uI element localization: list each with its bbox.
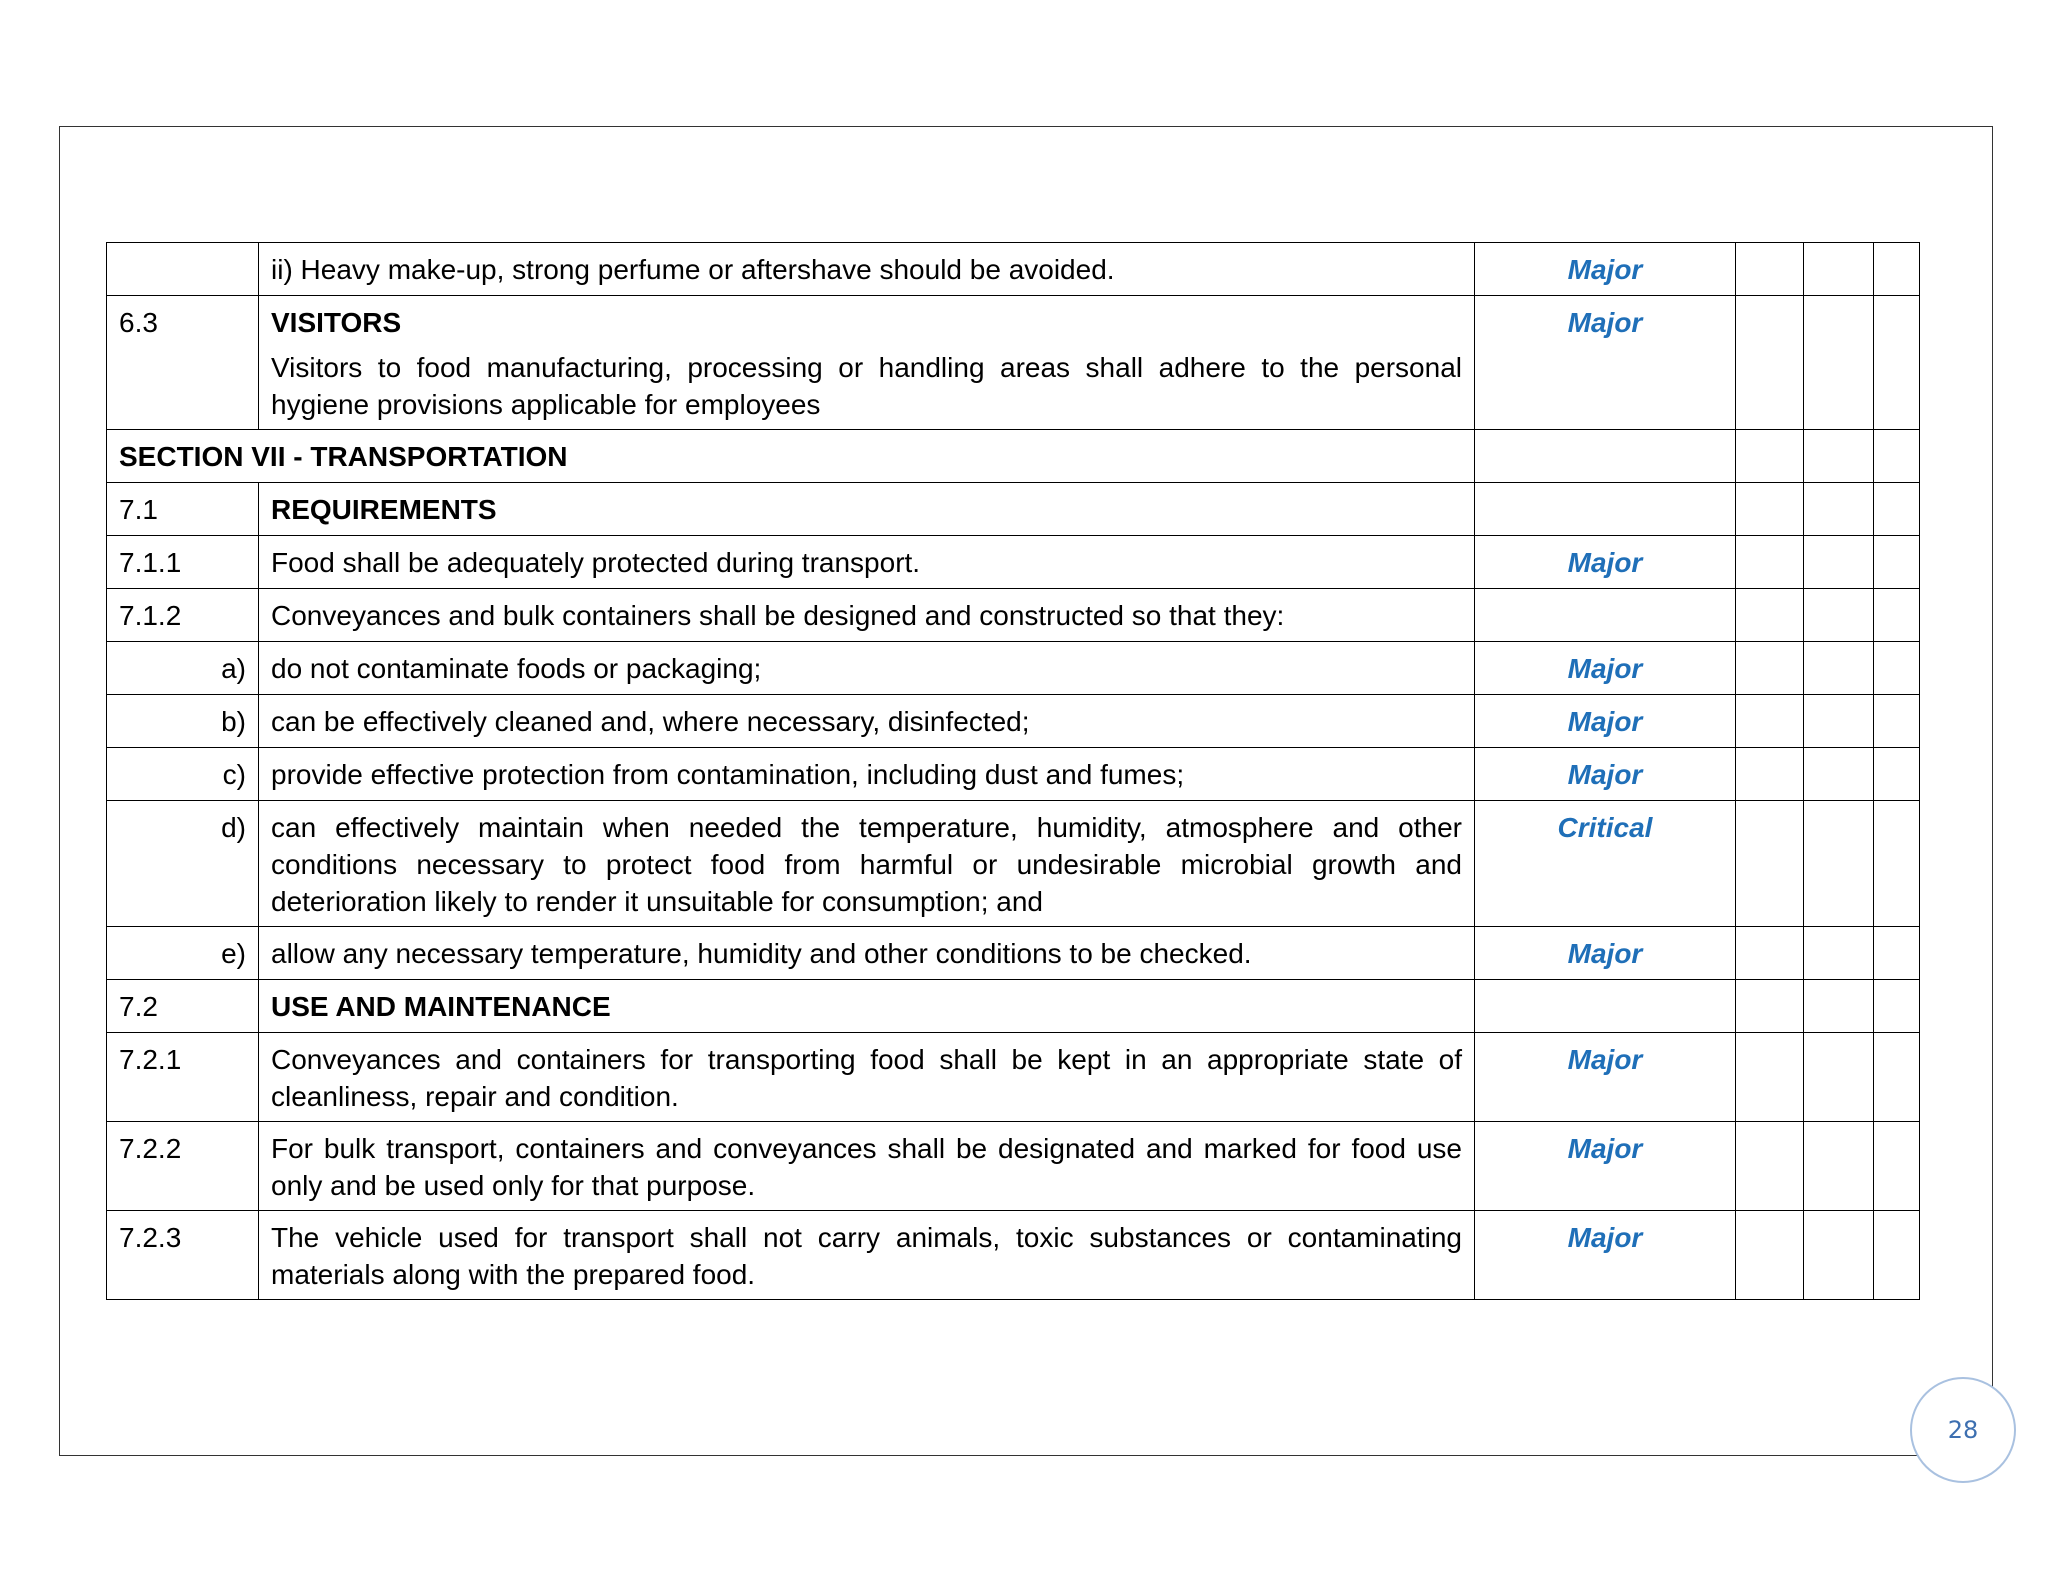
checkbox-cell[interactable] bbox=[1874, 695, 1920, 748]
item-number-cell: 7.1 bbox=[107, 483, 259, 536]
severity-rating: Major bbox=[1475, 243, 1736, 296]
page-number: 28 bbox=[1947, 1416, 1979, 1444]
checkbox-cell[interactable] bbox=[1736, 430, 1804, 483]
table-row bbox=[107, 748, 1920, 801]
checkbox-cell[interactable] bbox=[1804, 296, 1874, 430]
table-row bbox=[107, 801, 1920, 927]
table-row bbox=[107, 430, 1920, 483]
checkbox-cell[interactable] bbox=[1874, 430, 1920, 483]
severity-rating: Major bbox=[1475, 642, 1736, 695]
sub-item-letter: d) bbox=[107, 801, 259, 927]
severity-rating: Major bbox=[1475, 695, 1736, 748]
requirement-text: Food shall be adequately protected during transport. bbox=[259, 536, 1475, 589]
severity-rating: Major bbox=[1475, 536, 1736, 589]
severity-rating: Major bbox=[1475, 1122, 1736, 1211]
sub-item-letter: a) bbox=[107, 642, 259, 695]
table-row bbox=[107, 1033, 1920, 1122]
checkbox-cell[interactable] bbox=[1874, 296, 1920, 430]
checkbox-cell[interactable] bbox=[1874, 1211, 1920, 1300]
checkbox-cell[interactable] bbox=[1874, 927, 1920, 980]
checkbox-cell[interactable] bbox=[1736, 642, 1804, 695]
checkbox-cell[interactable] bbox=[1874, 980, 1920, 1033]
checkbox-cell[interactable] bbox=[1736, 243, 1804, 296]
checkbox-cell[interactable] bbox=[1736, 927, 1804, 980]
item-number-cell: 7.1.1 bbox=[107, 536, 259, 589]
item-number-cell: 6.3 bbox=[107, 296, 259, 430]
sub-item-letter: b) bbox=[107, 695, 259, 748]
checkbox-cell[interactable] bbox=[1874, 536, 1920, 589]
requirement-text: Conveyances and bulk containers shall be designed and constructed so that they: bbox=[259, 589, 1475, 642]
subsection-heading: USE AND MAINTENANCE bbox=[259, 980, 1475, 1033]
checkbox-cell[interactable] bbox=[1804, 243, 1874, 296]
checkbox-cell[interactable] bbox=[1874, 243, 1920, 296]
subsection-heading: REQUIREMENTS bbox=[259, 483, 1475, 536]
checkbox-cell[interactable] bbox=[1874, 801, 1920, 927]
table-row bbox=[107, 642, 1920, 695]
requirement-cell bbox=[259, 296, 1475, 430]
requirement-text: Conveyances and containers for transporting food shall be kept in an appropriate state of cleanliness, repair and condition. bbox=[259, 1033, 1475, 1122]
table-row bbox=[107, 980, 1920, 1033]
item-number-cell: 7.2 bbox=[107, 980, 259, 1033]
sub-item-letter: c) bbox=[107, 748, 259, 801]
item-number-cell: 7.1.2 bbox=[107, 589, 259, 642]
checkbox-cell[interactable] bbox=[1736, 980, 1804, 1033]
severity-rating: Critical bbox=[1475, 801, 1736, 927]
item-number-cell: 7.2.3 bbox=[107, 1211, 259, 1300]
item-number-cell: 7.2.1 bbox=[107, 1033, 259, 1122]
table-row bbox=[107, 483, 1920, 536]
checkbox-cell[interactable] bbox=[1736, 483, 1804, 536]
checkbox-cell[interactable] bbox=[1804, 980, 1874, 1033]
checkbox-cell[interactable] bbox=[1736, 296, 1804, 430]
sub-item-letter: e) bbox=[107, 927, 259, 980]
checkbox-cell[interactable] bbox=[1804, 483, 1874, 536]
checkbox-cell[interactable] bbox=[1736, 1033, 1804, 1122]
checkbox-cell[interactable] bbox=[1736, 1211, 1804, 1300]
checkbox-cell[interactable] bbox=[1804, 430, 1874, 483]
checkbox-cell[interactable] bbox=[1736, 1122, 1804, 1211]
checkbox-cell[interactable] bbox=[1736, 589, 1804, 642]
checkbox-cell[interactable] bbox=[1804, 1033, 1874, 1122]
checkbox-cell[interactable] bbox=[1736, 536, 1804, 589]
severity-rating: Major bbox=[1475, 296, 1736, 430]
severity-rating bbox=[1475, 483, 1736, 536]
table-row bbox=[107, 536, 1920, 589]
requirement-text: allow any necessary temperature, humidity and other conditions to be checked. bbox=[259, 927, 1475, 980]
checkbox-cell[interactable] bbox=[1874, 483, 1920, 536]
checkbox-cell[interactable] bbox=[1804, 536, 1874, 589]
checkbox-cell[interactable] bbox=[1874, 1122, 1920, 1211]
requirement-text: do not contaminate foods or packaging; bbox=[259, 642, 1475, 695]
severity-rating: Major bbox=[1475, 927, 1736, 980]
severity-rating bbox=[1475, 589, 1736, 642]
table-row bbox=[107, 927, 1920, 980]
table-row bbox=[107, 296, 1920, 430]
requirement-text: can be effectively cleaned and, where necessary, disinfected; bbox=[259, 695, 1475, 748]
section-heading: SECTION VII - TRANSPORTATION bbox=[107, 430, 1475, 483]
checklist-table bbox=[106, 242, 1920, 1300]
checkbox-cell[interactable] bbox=[1874, 589, 1920, 642]
requirement-text: can effectively maintain when needed the temperature, humidity, atmosphere and other conditions necessary to protect food from harmful or undesirable microbial growth and deterioration likely to render it unsuitable for consumption; and bbox=[259, 801, 1475, 927]
checkbox-cell[interactable] bbox=[1804, 801, 1874, 927]
checkbox-cell[interactable] bbox=[1874, 1033, 1920, 1122]
item-number-cell: 7.2.2 bbox=[107, 1122, 259, 1211]
table-row bbox=[107, 1122, 1920, 1211]
requirement-text: The vehicle used for transport shall not carry animals, toxic substances or contaminating materials along with the prepared food. bbox=[259, 1211, 1475, 1300]
checkbox-cell[interactable] bbox=[1736, 695, 1804, 748]
severity-rating: Major bbox=[1475, 748, 1736, 801]
severity-rating bbox=[1475, 430, 1736, 483]
checkbox-cell[interactable] bbox=[1804, 748, 1874, 801]
checkbox-cell[interactable] bbox=[1874, 748, 1920, 801]
item-number-cell bbox=[107, 243, 259, 296]
table-row bbox=[107, 243, 1920, 296]
checkbox-cell[interactable] bbox=[1736, 748, 1804, 801]
checkbox-cell[interactable] bbox=[1804, 589, 1874, 642]
checkbox-cell[interactable] bbox=[1804, 695, 1874, 748]
requirement-text: ii) Heavy make-up, strong perfume or aftershave should be avoided. bbox=[259, 243, 1475, 296]
subsection-heading: VISITORS bbox=[271, 307, 402, 338]
table-row bbox=[107, 589, 1920, 642]
table-row bbox=[107, 695, 1920, 748]
severity-rating: Major bbox=[1475, 1211, 1736, 1300]
requirement-text: Visitors to food manufacturing, processing or handling areas shall adhere to the personal hygiene provisions applicable for employees bbox=[271, 352, 1462, 420]
severity-rating: Major bbox=[1475, 1033, 1736, 1122]
checkbox-cell[interactable] bbox=[1874, 642, 1920, 695]
checkbox-cell[interactable] bbox=[1804, 642, 1874, 695]
checkbox-cell[interactable] bbox=[1804, 1122, 1874, 1211]
checkbox-cell[interactable] bbox=[1736, 801, 1804, 927]
requirement-text: provide effective protection from contamination, including dust and fumes; bbox=[259, 748, 1475, 801]
checkbox-cell[interactable] bbox=[1804, 1211, 1874, 1300]
page-number-badge bbox=[1910, 1377, 2016, 1483]
checkbox-cell[interactable] bbox=[1804, 927, 1874, 980]
severity-rating bbox=[1475, 980, 1736, 1033]
requirement-text: For bulk transport, containers and conveyances shall be designated and marked for food use only and be used only for that purpose. bbox=[259, 1122, 1475, 1211]
table-row bbox=[107, 1211, 1920, 1300]
